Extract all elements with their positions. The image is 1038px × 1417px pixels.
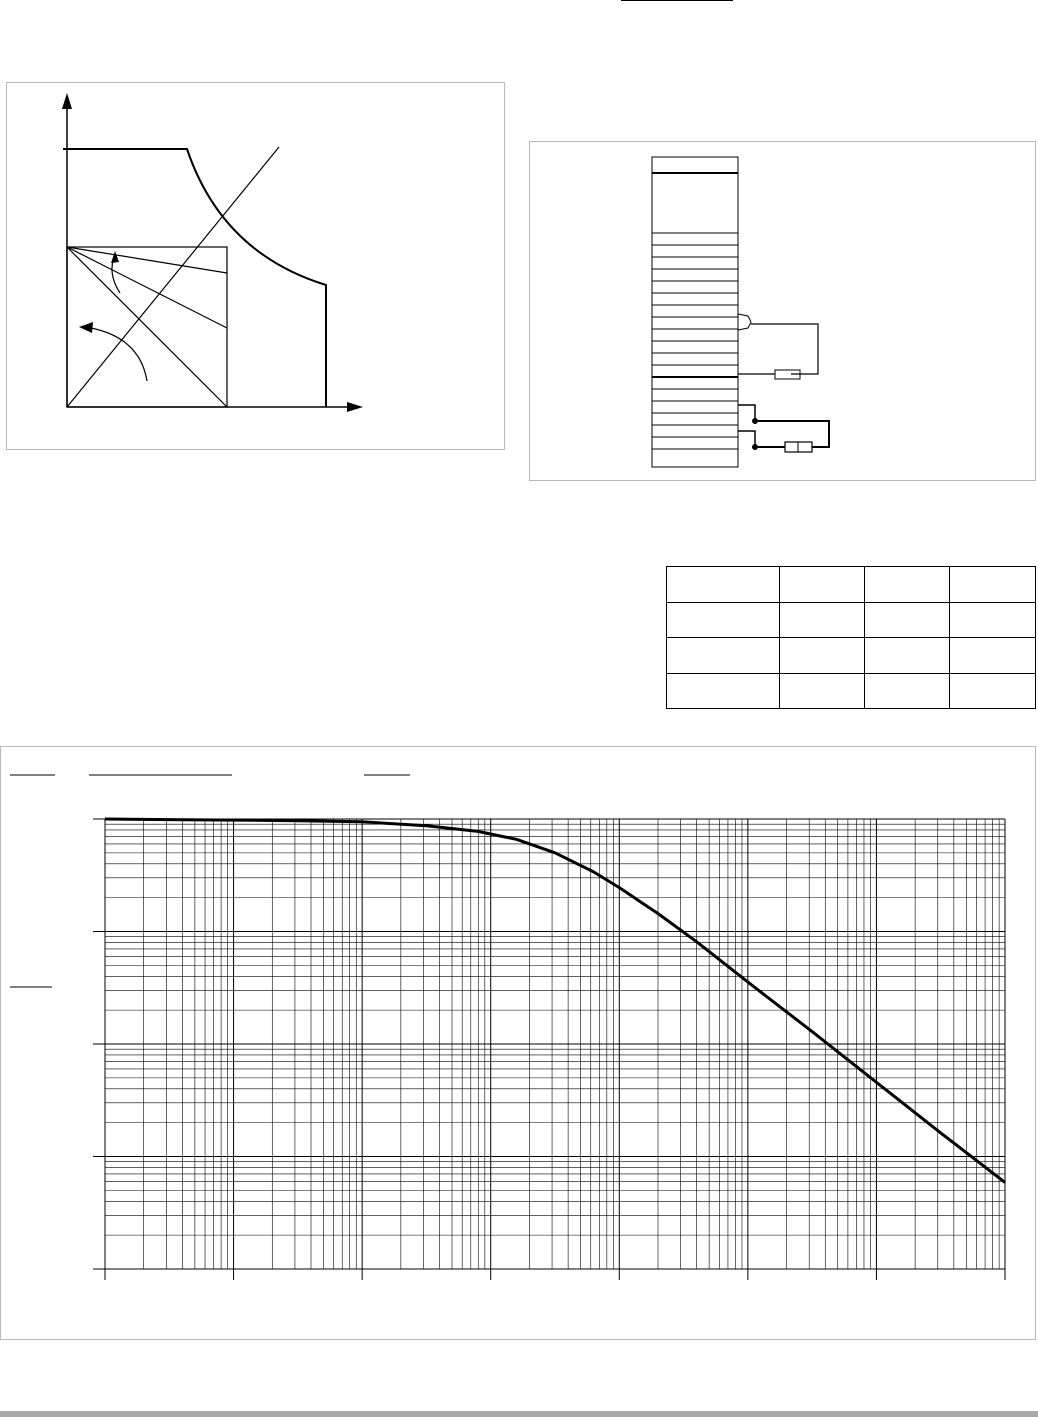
table-cell [950,638,1036,674]
table-cell [780,602,865,638]
table-cell [865,638,950,674]
table-row [667,673,1036,709]
table-row [667,638,1036,674]
table-cell [667,602,780,638]
connector-wedge [738,314,751,330]
table-cell [865,602,950,638]
junction-dot-2 [753,445,758,450]
arc-upper-arrow-icon [111,251,119,263]
wire-lower-2 [738,431,755,447]
axis-ticks [93,819,1005,1280]
characteristic-curve-frame [0,746,1036,1340]
ray-2 [67,247,227,328]
characteristic-curve-chart [1,747,1037,1341]
junction-dot-1 [753,419,758,424]
wire-lower-1 [738,405,755,421]
x-axis-arrow-icon [347,402,363,412]
table-row [667,602,1036,638]
wiring-diagram [530,142,1037,482]
table-cell [667,567,780,603]
characteristic-curve-series [105,819,1005,1182]
ray-1 [67,247,227,273]
soa-diagram [7,83,506,451]
table-cell [950,567,1036,603]
wire-right [751,324,818,374]
terminal-rows [652,233,738,449]
table-cell [667,638,780,674]
soa-boundary-curve [63,149,326,407]
table-cell [780,638,865,674]
soa-diagram-frame [6,82,505,450]
table-row [667,567,1036,603]
table-cell [780,673,865,709]
table-cell [950,673,1036,709]
table-cell [865,567,950,603]
curve-layer [105,819,1005,1182]
wiring-diagram-frame [529,141,1036,481]
terminal-block [652,157,738,467]
y-axis-arrow-icon [62,93,72,109]
table-cell [667,673,780,709]
load-line [67,147,279,407]
wire-lower-loop [755,421,829,447]
table-cell [865,673,950,709]
arc-lower-arrow-icon [79,322,93,333]
data-table [666,566,1036,709]
table-cell [780,567,865,603]
header-rule [621,0,733,1]
arc-lower [91,328,147,381]
table-cell [950,602,1036,638]
footer-bar [0,1411,1038,1417]
